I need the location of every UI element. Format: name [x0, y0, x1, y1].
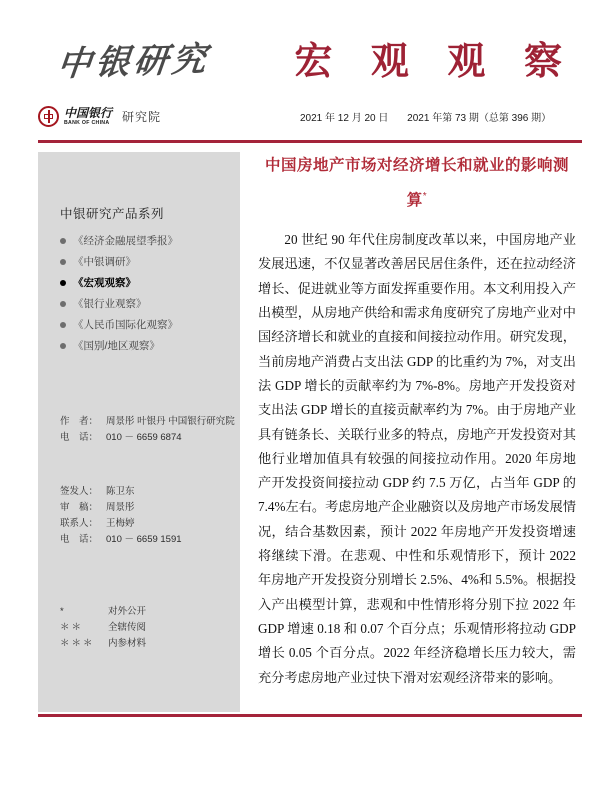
author-phone-value: 010 － 6659 6874 — [106, 432, 182, 443]
author-phone-row — [60, 430, 235, 446]
contact-label: 联系人： — [60, 518, 99, 529]
boc-logo-text — [64, 107, 112, 126]
sidebar-item-country-region-observation[interactable] — [60, 335, 236, 356]
sidebar-item-label: 《宏观观察》 — [73, 277, 136, 289]
sidebar-panel — [38, 152, 240, 712]
reviewer-row — [60, 500, 182, 516]
sidebar-item-economic-finance-quarterly[interactable] — [60, 230, 236, 251]
institute-label: 研究院 — [122, 110, 162, 124]
bullet-icon — [60, 301, 66, 307]
page-subheader — [0, 106, 612, 134]
author-block — [60, 414, 235, 446]
note-row — [60, 636, 146, 652]
main-content — [258, 150, 576, 690]
masthead-title: 宏 观 观 察 — [294, 41, 576, 83]
author-label: 作 者： — [60, 416, 99, 427]
note-text: 全辖传阅 — [108, 622, 147, 633]
contact-phone-value: 010 － 6659 1591 — [106, 534, 182, 545]
sidebar-item-rmb-internationalization[interactable] — [60, 314, 236, 335]
note-mark: ＊＊ — [60, 622, 84, 633]
issuer-row — [60, 484, 182, 500]
article-title-text: 中国房地产市场对经济增长和就业的影响测算 — [264, 157, 569, 210]
contact-value: 王梅婷 — [106, 518, 135, 529]
article-title — [258, 150, 576, 216]
author-phone-label: 电 话： — [60, 432, 99, 443]
distribution-notes — [60, 604, 146, 652]
note-row — [60, 604, 146, 620]
sidebar-item-label: 《中银调研》 — [73, 256, 136, 268]
brand-logo-script: 中银研究 — [55, 41, 212, 84]
boc-name-en: BANK OF CHINA — [64, 119, 110, 126]
sidebar-item-label: 《银行业观察》 — [73, 298, 147, 310]
bullet-icon — [60, 322, 66, 328]
publication-date: 2021 年 12 月 20 日 — [300, 113, 389, 124]
bullet-icon — [60, 280, 66, 286]
note-row — [60, 620, 146, 636]
footer-divider — [38, 714, 582, 717]
boc-name-cn: 中国银行 — [64, 105, 113, 120]
note-text: 内参材料 — [108, 638, 147, 649]
sidebar-item-label: 《人民币国际化观察》 — [73, 319, 178, 331]
contact-row — [60, 516, 182, 532]
bullet-icon — [60, 343, 66, 349]
article-title-footnote-marker: * — [422, 191, 428, 202]
sidebar-item-banking-observation[interactable] — [60, 293, 236, 314]
page-header — [0, 24, 612, 102]
boc-coin-icon — [38, 106, 59, 127]
sidebar-title: 中银研究产品系列 — [60, 207, 165, 221]
note-mark: * — [60, 606, 66, 617]
bank-of-china-logo — [38, 106, 112, 127]
issuer-value: 陈卫东 — [106, 486, 135, 497]
sidebar-item-label: 《经济金融展望季报》 — [73, 235, 178, 247]
contact-phone-label: 电 话： — [60, 534, 99, 545]
article-abstract: 20 世纪 90 年代住房制度改革以来，中国房地产业发展迅速，不仅显著改善居民居住条件，还在拉动经济增长、促进就业等方面发挥重要作用。本文利用投入产出模型，从房地产供给和需求角度研究了房地产业对中国经济增长和就业的直接和间接拉动作用。研究发现，当前房地产消费占支出法 GDP 的比重约为 7%，对支出法 GDP 增长的贡献率约为 7%-8%。房地产开发投资对支出法 GDP 增长的直接贡献率约为 7%。由于房地产业具有链条长、关联行业多的特点，房地产开发投资对其他行业增加值具有较强的间接拉动作用。2020 年房地产开发投资间接拉动 GDP 约 7.5 万亿，占当年 GDP 的 7.4%左右。考虑房地产企业融资以及房地产市场发展情况，结合基数因素，预计 2022 年房地产开发投资增速将继续下滑。在悲观、中性和乐观情形下，预计 2022 年房地产开发投资分别增长 2.5%、4%和 5.5%。根据投入产出模型计算，悲观和中性情形将分别下拉 2022 年 GDP 增速 0.18 和 0.07 个百分点；乐观情形将拉动 GDP 增长 0.05 个百分点。2022 年经济稳增长压力较大，需充分考虑房地产业过快下滑对宏观经济带来的影响。 — [258, 232, 576, 685]
sidebar-item-boc-research[interactable] — [60, 251, 236, 272]
sidebar-item-macro-observation[interactable] — [60, 272, 236, 293]
signer-block — [60, 484, 182, 548]
note-mark: ＊＊＊ — [60, 638, 95, 649]
author-value: 周景彤 叶银丹 中国银行研究院 — [106, 416, 235, 427]
sidebar-product-list — [60, 230, 236, 356]
issue-number: 2021 年第 73 期（总第 396 期） — [407, 113, 552, 124]
contact-phone-row — [60, 532, 182, 548]
header-divider — [38, 140, 582, 143]
reviewer-value: 周景彤 — [106, 502, 135, 513]
note-text: 对外公开 — [108, 606, 147, 617]
bullet-icon — [60, 259, 66, 265]
dateline — [300, 109, 551, 124]
issuer-label: 签发人： — [60, 486, 99, 497]
sidebar-item-label: 《国别/地区观察》 — [73, 340, 160, 352]
bullet-icon — [60, 238, 66, 244]
reviewer-label: 审 稿： — [60, 502, 99, 513]
author-row — [60, 414, 235, 430]
